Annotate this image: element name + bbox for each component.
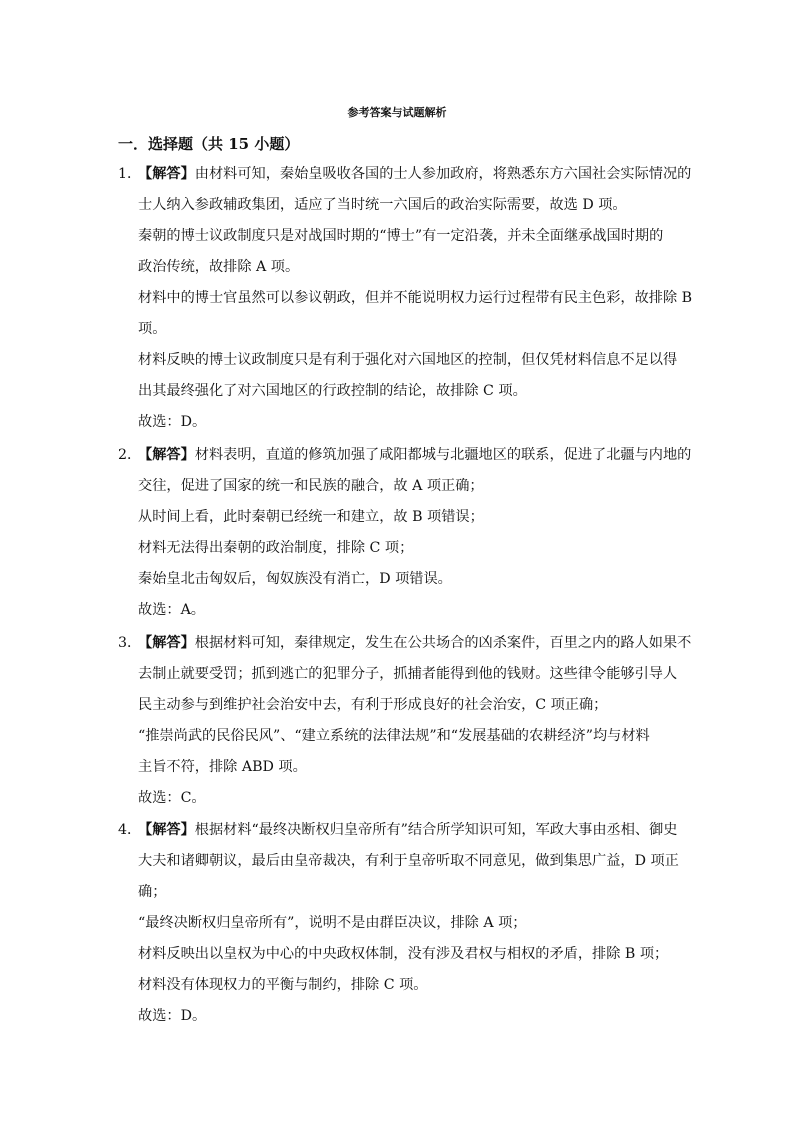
answer-text: 材料反映的博士议政制度只是有利于强化对六国地区的控制，但仅凭材料信息不足以得 [138, 352, 678, 368]
answer-text: 故选：A。 [138, 602, 205, 618]
question-number: 4． [118, 822, 142, 838]
answer-text: 故选：D。 [138, 414, 207, 430]
page-title: 参考答案与试题解析 [347, 106, 447, 119]
answer-text: 故选：C。 [138, 790, 206, 806]
answer-text: 由材料可知，秦始皇吸收各国的士人参加政府，将熟悉东方六国社会实际情况的 [194, 166, 692, 182]
answer-text: 根据材料“最终决断权归皇帝所有”结合所学知识可知，军政大事由丞相、御史 [194, 822, 678, 838]
section-heading: 一．选择题（共 15 小题） [118, 135, 300, 153]
answer-tag: 【解答】 [138, 447, 195, 463]
answer-text: 确； [138, 884, 167, 900]
answer-text: 材料反映出以皇权为中心的中央政权体制，没有涉及君权与相权的矛盾，排除 B 项； [138, 946, 669, 962]
answer-tag: 【解答】 [138, 822, 195, 838]
answer-text: 交往，促进了国家的统一和民族的融合，故 A 项正确； [138, 478, 484, 494]
answer-text: 士人纳入参政辅政集团，适应了当时统一六国后的政治实际需要，故选 D 项。 [138, 197, 627, 213]
answer-text: 主旨不符，排除 ABD 项。 [138, 759, 307, 775]
answer-text: “最终决断权归皇帝所有”，说明不是由群臣决议，排除 A 项； [138, 915, 527, 931]
question-4 [118, 815, 688, 1032]
answer-text: 出其最终强化了对六国地区的行政控制的结论，故排除 C 项。 [138, 383, 527, 399]
question-2 [118, 440, 692, 626]
answer-text: 从时间上看，此时秦朝已经统一和建立，故 B 项错误； [138, 509, 484, 525]
answer-text: 材料中的博士官虽然可以参议朝政，但并不能说明权力运行过程带有民主色彩，故排除 B [138, 290, 693, 306]
question-line [118, 815, 688, 846]
question-line [118, 440, 692, 471]
answer-text: 项。 [138, 321, 167, 337]
question-number: 1． [118, 166, 142, 182]
question-number: 2． [118, 447, 142, 463]
answer-text: 材料没有体现权力的平衡与制约，排除 C 项。 [138, 977, 428, 993]
answer-text: 去制止就要受罚；抓到逃亡的犯罪分子，抓捕者能得到他的钱财。这些律令能够引导人 [138, 666, 678, 682]
answer-text: 政治传统，故排除 A 项。 [138, 259, 300, 275]
answer-text: 材料无法得出秦朝的政治制度，排除 C 项； [138, 540, 414, 556]
question-line [118, 628, 692, 659]
answer-text: “推崇尚武的民俗民风”、“建立系统的法律法规”和“发展基础的农耕经济”均与材料 [138, 728, 650, 744]
question-number: 3． [118, 635, 142, 651]
question-3 [118, 628, 692, 814]
answer-text: 秦始皇北击匈奴后，匈奴族没有消亡，D 项错误。 [138, 571, 452, 587]
answer-text: 秦朝的博士议政制度只是对战国时期的“博士”有一定沿袭，并未全面继承战国时期的 [138, 228, 664, 244]
question-line [118, 159, 692, 190]
question-1 [118, 159, 693, 438]
answer-text: 大夫和诸卿朝议，最后由皇帝裁决，有利于皇帝听取不同意见，做到集思广益，D 项正 [138, 853, 679, 869]
answer-text: 材料表明，直道的修筑加强了咸阳都城与北疆地区的联系，促进了北疆与内地的 [194, 447, 692, 463]
answer-tag: 【解答】 [138, 635, 195, 651]
answer-text: 民主动参与到维护社会治安中去，有利于形成良好的社会治安，C 项正确； [138, 697, 608, 713]
answer-text: 根据材料可知，秦律规定，发生在公共场合的凶杀案件，百里之内的路人如果不 [194, 635, 692, 651]
answer-tag: 【解答】 [138, 166, 195, 182]
answer-text: 故选：D。 [138, 1008, 207, 1024]
